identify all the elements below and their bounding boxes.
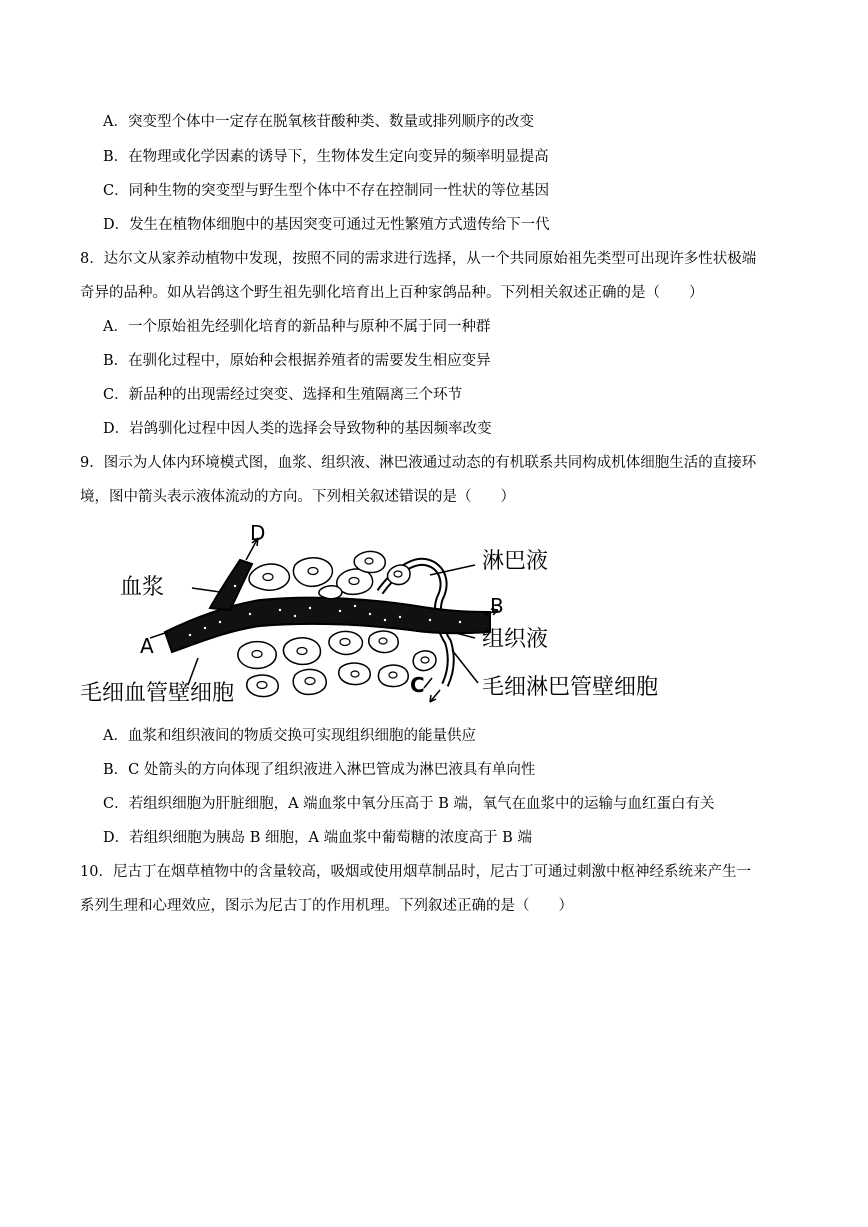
figure-label-capillary-wall-cell: 毛细血管壁细胞 (80, 681, 235, 706)
internal-environment-figure (80, 520, 700, 710)
figure-label-plasma: 血浆 (120, 575, 165, 600)
tissue-cell (319, 586, 342, 599)
q10-stem-line1: 10．尼古丁在烟草植物中的含量较高，吸烟或使用烟草制品时，尼古丁可通过刺激中枢神经系统来产生一 (80, 864, 751, 880)
q8-option-c: C．新品种的出现需经过突变、选择和生殖隔离三个环节 (103, 387, 463, 403)
q7-option-c: C．同种生物的突变型与野生型个体中不存在控制同一性状的等位基因 (103, 183, 550, 199)
figure-label-a: A (140, 634, 154, 658)
figure-label-lymph-capillary-wall-cell: 毛细淋巴管壁细胞 (482, 675, 659, 700)
q7-option-b: B．在物理或化学因素的诱导下，生物体发生定向变异的频率明显提高 (103, 149, 549, 165)
figure-label-c: C (410, 673, 425, 697)
figure-label-tissue-fluid: 组织液 (482, 627, 549, 652)
q9-option-d: D．若组织细胞为胰岛 B 细胞，A 端血浆中葡萄糖的浓度高于 B 端 (103, 830, 532, 846)
q8-stem-line2: 奇异的品种。如从岩鸽这个野生祖先驯化培育出上百种家鸽品种。下列相关叙述正确的是（ ） (80, 285, 704, 301)
q7-option-d: D．发生在植物体细胞中的基因突变可通过无性繁殖方式遗传给下一代 (103, 217, 550, 233)
q9-stem-line1: 9．图示为人体内环境模式图，血浆、组织液、淋巴液通过动态的有机联系共同构成机体细胞生活的直接环 (80, 455, 757, 471)
q8-option-b: B．在驯化过程中，原始种会根据养殖者的需要发生相应变异 (103, 353, 491, 369)
q7-option-a: A．突变型个体中一定存在脱氧核苷酸种类、数量或排列顺序的改变 (103, 114, 534, 130)
q8-option-d: D．岩鸽驯化过程中因人类的选择会导致物种的基因频率改变 (103, 421, 492, 437)
q8-option-a: A．一个原始祖先经驯化培育的新品种与原种不属于同一种群 (103, 319, 491, 335)
figure-label-b: B (490, 594, 504, 618)
figure-label-lymph: 淋巴液 (482, 549, 549, 574)
q9-option-c: C．若组织细胞为肝脏细胞，A 端血浆中氧分压高于 B 端，氧气在血浆中的运输与血红蛋白有关 (103, 796, 715, 812)
q9-stem-line2: 境，图中箭头表示液体流动的方向。下列相关叙述错误的是（ ） (80, 489, 515, 505)
q8-stem-line1: 8．达尔文从家养动植物中发现，按照不同的需求进行选择，从一个共同原始祖先类型可出现许多性状极端 (80, 251, 757, 267)
q10-stem-line2: 系列生理和心理效应，图示为尼古丁的作用机理。下列叙述正确的是（ ） (80, 898, 573, 914)
figure-label-d: D (250, 521, 266, 545)
q9-option-b: B．C 处箭头的方向体现了组织液进入淋巴管成为淋巴液具有单向性 (103, 762, 536, 778)
q9-option-a: A．血浆和组织液间的物质交换可实现组织细胞的能量供应 (103, 728, 476, 744)
